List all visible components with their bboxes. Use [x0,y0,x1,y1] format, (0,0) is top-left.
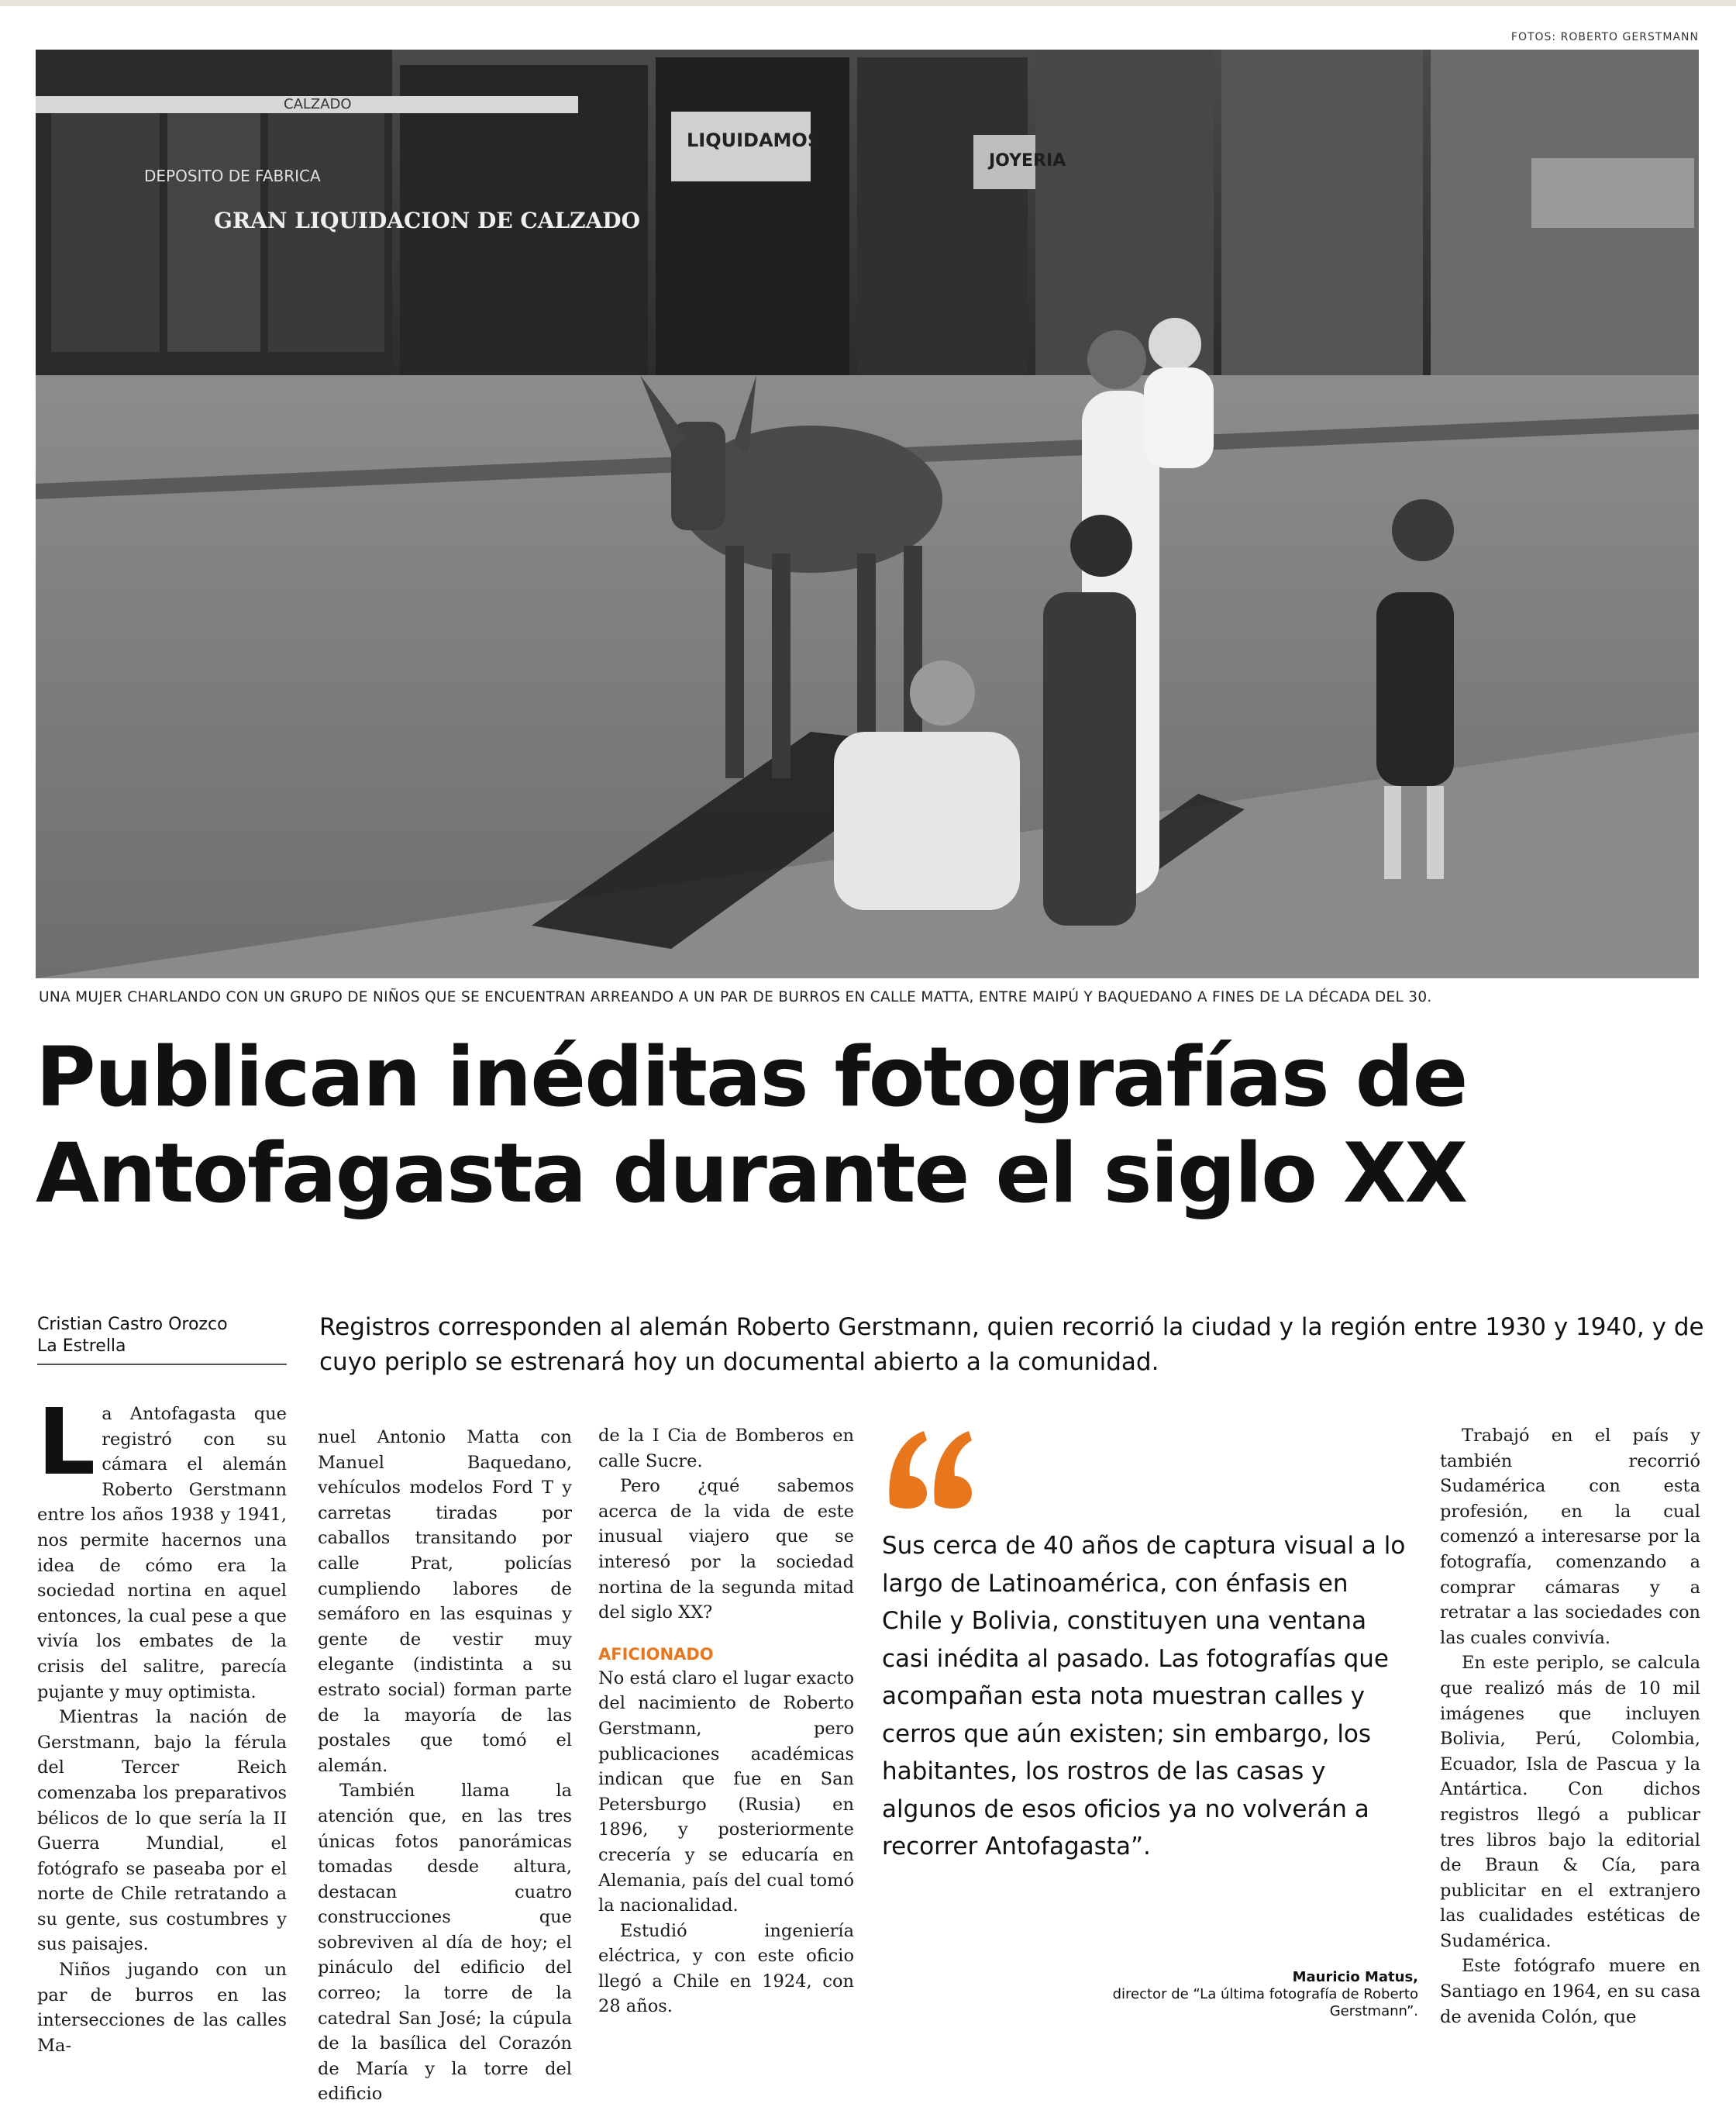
headline [36,1029,1717,1222]
quote-mark-icon [884,1425,976,1510]
sign-deposito: DEPOSITO DE FABRICA [144,167,321,185]
paragraph: Pero ¿qué sabemos acerca de la vida de este inusual viajero que se interesó por la sociedad nortina de la segunda mitad del siglo XX? [598,1476,854,1623]
paragraph: Mientras la nación de Gerstmann, bajo la férula del Tercer Reich comenzaba los preparativos bélicos de lo que sería la II Guerra Mundial, el fotógrafo se paseaba por el norte de Chile retratando a su gente, sus costumbres y sus paisajes. [37,1707,287,1955]
byline-divider [37,1364,287,1365]
deck-summary: Registros corresponden al alemán Roberto Gerstmann, quien recorrió la ciudad y la región entre 1930 y 1940, y de cuyo periplo se estrenará hoy un documental abierto a la comunidad. [319,1313,1704,1376]
article-column-2 [318,1425,572,2107]
drop-cap: L [37,1388,96,1495]
section-subhead: AFICIONADO [598,1644,714,1664]
byline-outlet: La Estrella [37,1336,126,1356]
photo-credit: FOTOS: ROBERTO GERSTMANN [1510,31,1699,43]
sign-calzado-top: CALZADO [284,96,352,112]
article-column-3 [598,1423,854,2019]
byline-author: Cristian Castro Orozco [37,1315,228,1334]
paragraph: Trabajó en el país y también recorrió Sudamérica con esta profesión, en la cual comenzó a interesarse por la fotografía, comenzando a comprar cámaras y a retratar a las sociedades con las cuales convivía. [1440,1426,1700,1648]
article-column-1 [37,1388,287,2058]
street-photo [36,50,1699,978]
paragraph: En este periplo, se calcula que realizó más de 10 mil imágenes que incluyen Bolivia, Perú, Colombia, Ecuador, Isla de Pascua y la Antártica. Con dichos registros llegó a publicar tres libros bajo la editorial de Braun & Cía, para publicitar en el extranjero las cualidades estéticas de Sudamérica. [1440,1653,1700,1951]
quote-author-role: director de “La última fotografía de Roberto Gerstmann”. [1112,1986,1418,2019]
paragraph: También llama la atención que, en las tres únicas fotos panorámicas tomadas desde altura, destacan cuatro construcciones que sobreviven al día de hoy; el pináculo del edificio del correo; la torre de la catedral San José; la cúpula de la basílica del Corazón de María y la torre del edificio [318,1781,572,2105]
quote-attribution [1100,1969,1418,2020]
pull-quote: Sus cerca de 40 años de captura visual a lo largo de Latinoamérica, con énfasis en Chile y Bolivia, constituyen una ventana casi inédita al pasado. Las fotografías que acompañan esta nota muestran calles y cerros que aún existen; sin embargo, los habitantes, los rostros de las casas y algunos de esos oficios ya no volverán a recorrer Antofagasta”. [882,1532,1406,1860]
sign-joyeria: JOYERIA [989,151,1066,171]
sign-calzado: GRAN LIQUIDACION DE CALZADO [214,208,640,233]
paragraph: de la I Cia de Bomberos en calle Sucre. [598,1426,854,1471]
paragraph: a Antofagasta que registró con su cámara el alemán Roberto Gerstmann entre los años 1938 y 1941, nos permite hacernos una idea de cómo era la sociedad nortina en aquel entonces, la cual pese a que vivía los embates de la crisis del salitre, parecía pujante y muy optimista. [37,1404,287,1702]
top-rule [0,0,1736,6]
sign-liquidamos: LIQUIDAMOS [687,129,822,151]
photo-caption: UNA MUJER CHARLANDO CON UN GRUPO DE NIÑOS QUE SE ENCUENTRAN ARREANDO A UN PAR DE BURROS EN CALLE MATTA, ENTRE MAIPÚ Y BAQUEDANO A FINES DE LA DÉCADA DEL 30. [39,989,1432,1005]
headline-line-1: Publican inéditas fotografías de [36,1029,1467,1125]
quote-author-name: Mauricio Matus, [1292,1969,1418,1985]
headline-line-2: Antofagasta durante el siglo XX [36,1126,1467,1221]
paragraph: No está claro el lugar exacto del nacimiento de Roberto Gerstmann, pero publicaciones académicas indican que fue en San Petersburgo (Rusia) en 1896, y posteriormente crecería y se educaría en Alemania, país del cual tomó la nacionalidad. [598,1667,854,1916]
article-column-5 [1440,1423,1700,2029]
paragraph: Estudió ingeniería eléctrica, y con este oficio llegó a Chile en 1924, con 28 años. [598,1920,854,2017]
paragraph: nuel Antonio Matta con Manuel Baquedano, vehículos modelos Ford T y carretas tiradas por caballos transitando por calle Prat, policías cumpliendo labores de semáforo en las esquinas y gente de vestir muy elegante (indistinta a su estrato social) forman parte de la mayoría de las postales que tomó el alemán. [318,1427,572,1776]
byline [37,1314,285,1357]
paragraph: Niños jugando con un par de burros en las intersecciones de las calles Ma- [37,1960,287,2056]
paragraph: Este fotógrafo muere en Santiago en 1964, en su casa de avenida Colón, que [1440,1956,1700,2027]
